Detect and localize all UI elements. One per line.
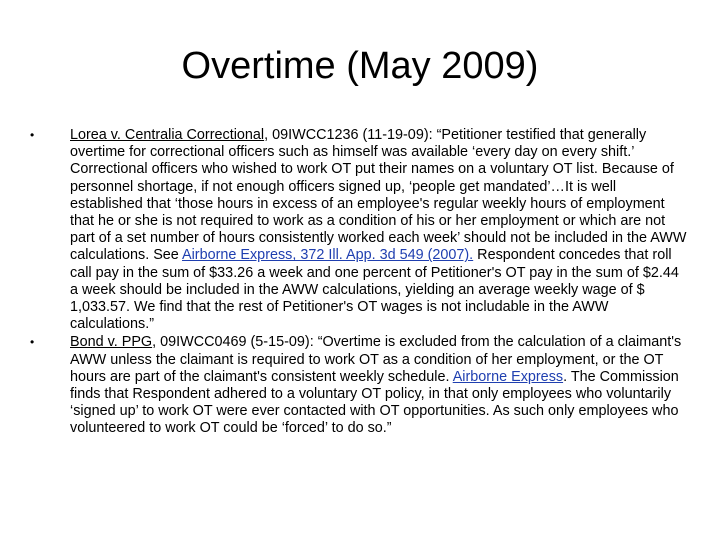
bullet-item-bond	[30, 334, 690, 437]
airborne-express-citation-link[interactable]: Airborne Express, 372 Ill. App. 3d 549 (2007).	[182, 247, 474, 264]
airborne-express-link[interactable]: Airborne Express	[452, 368, 564, 385]
case-name-lorea: Lorea v. Centralia Correctional	[70, 127, 265, 143]
slide-title: Overtime (May 2009)	[181, 45, 539, 87]
bullet-text-bond-part1: , 09IWCC0469 (5-15-09): “Overtime is excluded from the calculation of a claimant's AWW unless the claimant is required to work OT as a condition of her employment, or the OT hours are part of the claimant's consistent weekly schedule.	[70, 334, 682, 385]
bullet-dot-icon: •	[30, 128, 35, 142]
bullet-text-lorea-part2: Respondent concedes that roll call pay in the sum of $33.26 a week and one percent of Petitioner's OT pay in the sum of $2.44 a week should be included in the AWW calculations, yielding an average weekly wage of $ 1,033.57. We find that the rest of Petitioner's OT wages is not includable in the AWW calculations.”	[70, 247, 679, 333]
bullet-text-lorea-part1: , 09IWCC1236 (11-19-09): “Petitioner testified that generally overtime for correctional officers such as himself was available ‘every day on every shift.’ Correctional officers who wished to work OT put their names on a voluntary OT list. Because of personnel shortage, if not enough officers signed up, ‘people get mandated’…It is well established that ‘those hours in excess of an employee's regular weekly hours of employment that he or she is not required to work as a condition of his or her employment or which are not part of a set number of hours consistently worked each week’ should not be included in the AWW calculations. See	[70, 127, 687, 264]
case-name-bond: Bond v. PPG	[70, 334, 153, 351]
bullet-text-bond-part2: . The Commission finds that Respondent adhered to a voluntary OT policy, in that only employees who voluntarily ‘signed up’ to work OT were ever contacted with OT opportunities. As such only employees who volunteered to work OT could be ‘forced’ to do so.”	[70, 368, 679, 437]
bullet-dot-icon: •	[30, 335, 35, 350]
bullet-list	[30, 127, 690, 439]
bullet-item-lorea	[30, 127, 690, 333]
